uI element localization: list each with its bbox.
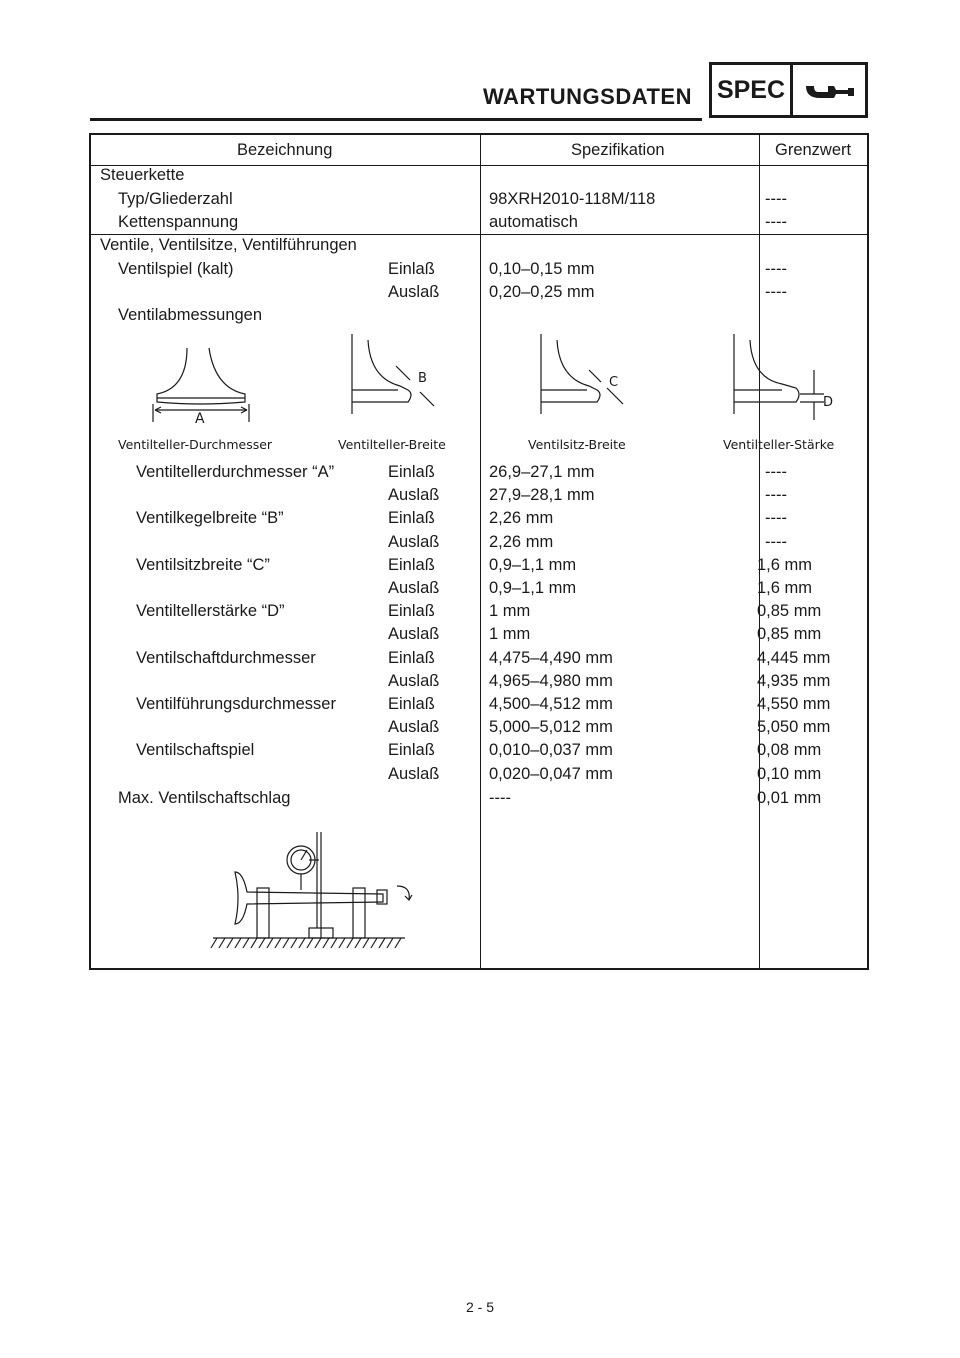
- row-spec: 0,9–1,1 mm: [489, 579, 577, 597]
- wrench-badge: [790, 62, 868, 118]
- row-label: Ventiltellerdurchmesser “A”: [136, 463, 335, 481]
- row-spec: automatisch: [489, 213, 578, 231]
- row-spec: 4,965–4,980 mm: [489, 672, 613, 690]
- row-spec: 2,26 mm: [489, 533, 554, 551]
- row-label: Ventilkegelbreite “B”: [136, 509, 284, 527]
- figure-letter-d: D: [823, 395, 834, 410]
- row-sub: Einlaß: [388, 556, 435, 574]
- row-limit: ----: [765, 486, 787, 504]
- row-sub: Einlaß: [388, 260, 435, 278]
- column-divider: [480, 135, 481, 968]
- header-rule: [90, 118, 702, 121]
- row-spec: 2,26 mm: [489, 509, 554, 527]
- row-limit: 0,08 mm: [757, 741, 822, 759]
- row-sub: Auslaß: [388, 625, 440, 643]
- row-spec: 26,9–27,1 mm: [489, 463, 595, 481]
- row-sub: Einlaß: [388, 509, 435, 527]
- column-header-limit: Grenzwert: [775, 141, 852, 159]
- figure-letter-c: C: [609, 375, 619, 390]
- row-limit: 1,6 mm: [757, 579, 813, 597]
- row-sub: Auslaß: [388, 672, 440, 690]
- row-spec: 0,10–0,15 mm: [489, 260, 595, 278]
- row-spec: 1 mm: [489, 602, 531, 620]
- column-header-spec: Spezifikation: [571, 141, 665, 159]
- row-limit: 1,6 mm: [757, 556, 813, 574]
- row-label: Ventilführungsdurchmesser: [136, 695, 336, 713]
- row-spec: 4,500–4,512 mm: [489, 695, 613, 713]
- row-limit: 0,10 mm: [757, 765, 822, 783]
- row-limit: 5,050 mm: [757, 718, 831, 736]
- group-title: Ventile, Ventilsitze, Ventilführungen: [100, 236, 357, 254]
- row-spec: 4,475–4,490 mm: [489, 649, 613, 667]
- row-spec: 0,20–0,25 mm: [489, 283, 595, 301]
- row-limit: 0,85 mm: [757, 625, 822, 643]
- row-sub: Auslaß: [388, 579, 440, 597]
- row-limit: 0,85 mm: [757, 602, 822, 620]
- valve-diameter-figure: [145, 340, 265, 430]
- row-limit: 4,935 mm: [757, 672, 831, 690]
- row-sub: Auslaß: [388, 533, 440, 551]
- row-sub: Auslaß: [388, 283, 440, 301]
- row-sub: Einlaß: [388, 695, 435, 713]
- row-sub: Einlaß: [388, 649, 435, 667]
- row-spec: 0,9–1,1 mm: [489, 556, 577, 574]
- row-label: Ventilschaftspiel: [136, 741, 255, 759]
- row-sub: Auslaß: [388, 486, 440, 504]
- hatching: [211, 938, 401, 948]
- row-spec: 0,010–0,037 mm: [489, 741, 613, 759]
- runout-spec: ----: [489, 789, 511, 807]
- runout-label: Max. Ventilschaftschlag: [118, 789, 291, 807]
- row-spec: 98XRH2010-118M/118: [489, 190, 656, 208]
- row-limit: ----: [765, 260, 787, 278]
- row-limit: 4,550 mm: [757, 695, 831, 713]
- row-sub: Auslaß: [388, 718, 440, 736]
- row-limit: ----: [765, 213, 787, 231]
- row-spec: 1 mm: [489, 625, 531, 643]
- row-limit: ----: [765, 283, 787, 301]
- header-divider: [91, 165, 867, 166]
- row-label: Typ/Gliederzahl: [118, 190, 233, 208]
- row-limit: ----: [765, 190, 787, 208]
- row-sub: Einlaß: [388, 602, 435, 620]
- column-divider: [759, 135, 760, 968]
- row-limit: ----: [765, 533, 787, 551]
- page-title: WARTUNGSDATEN: [483, 84, 692, 109]
- column-header-name: Bezeichnung: [237, 141, 333, 159]
- figure-caption: Ventilteller-Durchmesser: [118, 437, 273, 452]
- figure-letter-a: A: [195, 411, 205, 427]
- figure-letter-b: B: [418, 371, 427, 386]
- wrench-icon: [790, 62, 868, 118]
- runout-limit: 0,01 mm: [757, 789, 822, 807]
- row-sub: Auslaß: [388, 765, 440, 783]
- row-spec: 5,000–5,012 mm: [489, 718, 613, 736]
- valve-seat-width-figure: [537, 330, 637, 420]
- figure-caption: Ventilteller-Stärke: [723, 437, 835, 452]
- row-limit: ----: [765, 509, 787, 527]
- page-number: 2 - 5: [465, 1299, 494, 1315]
- figure-caption: Ventilteller-Breite: [338, 437, 446, 452]
- row-label: Ventilschaftdurchmesser: [136, 649, 316, 667]
- row-sub: Einlaß: [388, 463, 435, 481]
- row-spec: 27,9–28,1 mm: [489, 486, 595, 504]
- row-limit: ----: [765, 463, 787, 481]
- row-limit: 4,445 mm: [757, 649, 831, 667]
- row-spec: 0,020–0,047 mm: [489, 765, 613, 783]
- group-title: Steuerkette: [100, 166, 185, 184]
- runout-measurement-figure: [213, 828, 413, 953]
- figure-caption: Ventilsitz-Breite: [528, 437, 626, 452]
- valve-thickness-figure: [730, 330, 840, 420]
- row-label: Ventilsitzbreite “C”: [136, 556, 270, 574]
- spec-badge: SPEC: [709, 62, 793, 118]
- row-label: Kettenspannung: [118, 213, 239, 231]
- row-label: Ventiltellerstärke “D”: [136, 602, 285, 620]
- dimensions-title: Ventilabmessungen: [118, 306, 263, 324]
- valve-face-width-figure: [348, 330, 448, 420]
- row-label: Ventilspiel (kalt): [118, 260, 234, 278]
- row-sub: Einlaß: [388, 741, 435, 759]
